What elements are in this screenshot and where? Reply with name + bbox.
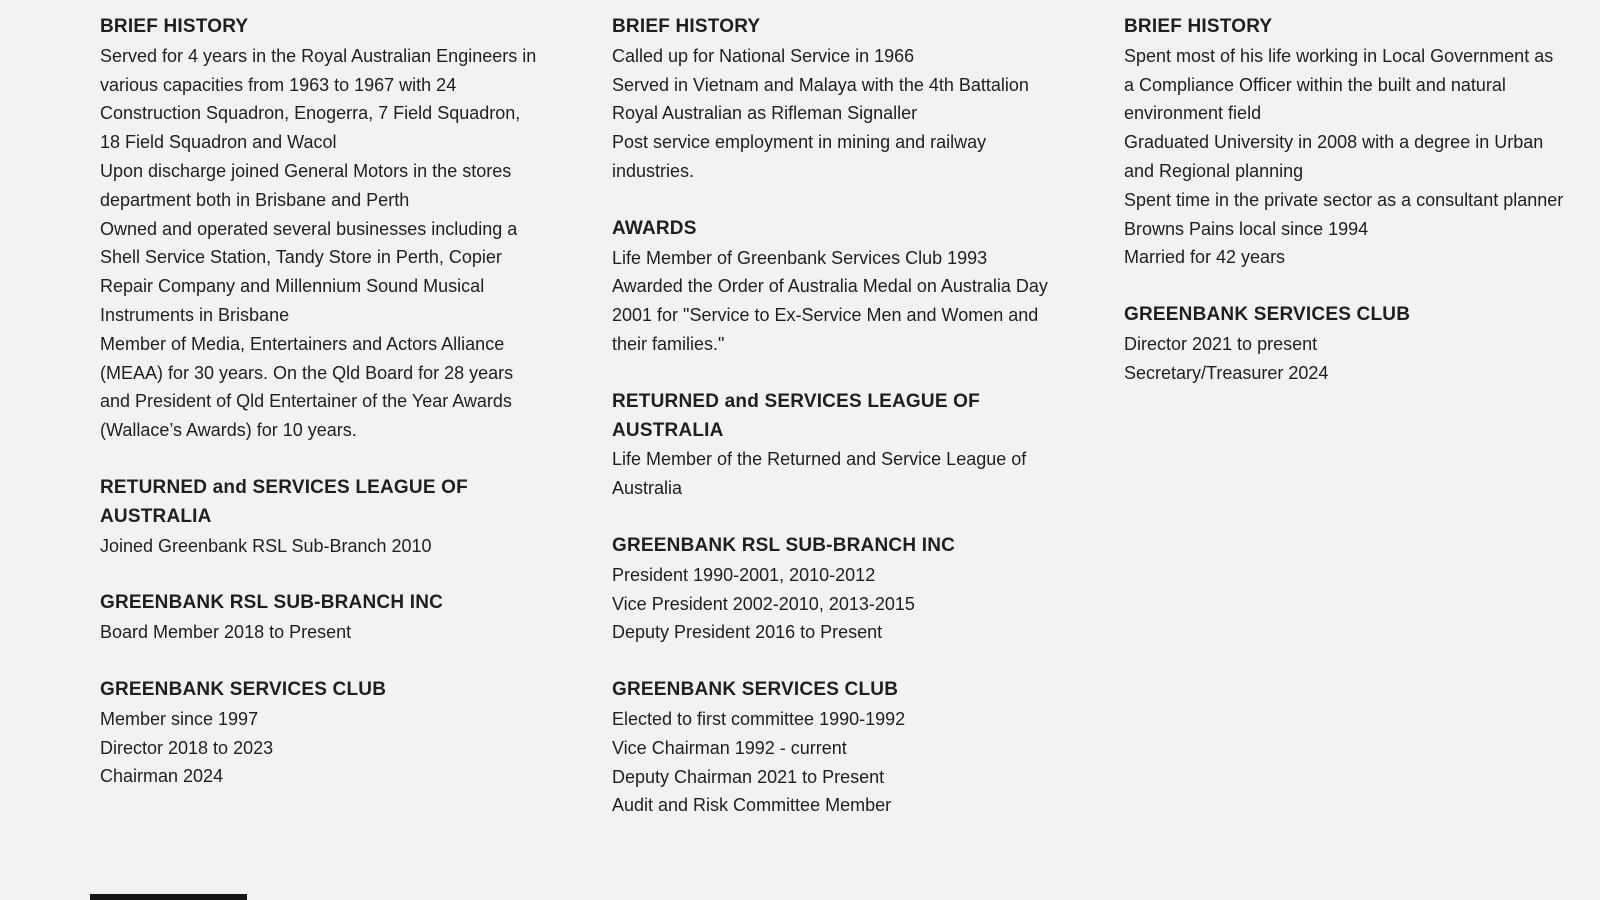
- bio-paragraph: Spent most of his life working in Local Government as a Compliance Officer within the built and natural environment field: [1124, 45, 1554, 124]
- cutoff-dark-bar: [90, 894, 247, 900]
- bio-column-1: [100, 13, 540, 820]
- section-heading: BRIEF HISTORY: [612, 16, 761, 37]
- bio-paragraph: Married for 42 years: [1124, 247, 1286, 268]
- bio-paragraph: Owned and operated several businesses including a Shell Service Station, Tandy Store in Perth, Copier Repair Company and Millennium Sound Musical Instruments in Brisbane: [100, 218, 518, 325]
- section-heading: GREENBANK SERVICES CLUB: [100, 678, 387, 700]
- bio-column-2: [612, 13, 1052, 820]
- section-heading: RETURNED and SERVICES LEAGUE OF AUSTRALIA: [100, 476, 468, 527]
- section-heading: GREENBANK RSL SUB-BRANCH INC: [612, 534, 956, 556]
- bio-paragraph: Graduated University in 2008 with a degree in Urban and Regional planning: [1124, 132, 1544, 181]
- bio-paragraph: Awarded the Order of Australia Medal on Australia Day 2001 for "Service to Ex-Service Men and Women and their families.": [612, 276, 1048, 354]
- bio-section: [100, 589, 540, 647]
- section-heading: GREENBANK RSL SUB-BRANCH INC: [100, 592, 444, 614]
- bio-paragraph: Served in Vietnam and Malaya with the 4th Battalion Royal Australian as Rifleman Signaller: [612, 74, 1029, 124]
- bio-section: [100, 676, 540, 791]
- bio-section: [612, 215, 1052, 359]
- bio-paragraph: Life Member of the Returned and Service League of Australia: [612, 449, 1027, 499]
- bio-paragraph: Browns Pains local since 1994: [1124, 218, 1369, 239]
- section-heading: GREENBANK SERVICES CLUB: [1124, 304, 1411, 326]
- bio-paragraph: Member since 1997: [100, 708, 259, 729]
- bio-paragraph: Vice President 2002-2010, 2013-2015: [612, 593, 915, 614]
- bio-paragraph: Upon discharge joined General Motors in the stores department both in Brisbane and Perth: [100, 160, 512, 210]
- bio-paragraph: Joined Greenbank RSL Sub-Branch 2010: [100, 535, 432, 556]
- bio-paragraph: Spent time in the private sector as a consultant planner: [1124, 189, 1564, 210]
- bio-section: [612, 13, 1052, 186]
- section-heading: AWARDS: [612, 217, 697, 239]
- section-heading: GREENBANK SERVICES CLUB: [612, 679, 899, 701]
- bio-paragraph: Deputy President 2016 to Present: [612, 622, 883, 643]
- bio-section: [612, 532, 1052, 647]
- bio-paragraph: Director 2021 to present: [1124, 333, 1318, 354]
- section-heading: BRIEF HISTORY: [1124, 16, 1273, 37]
- bio-paragraph: Member of Media, Entertainers and Actors Alliance (MEAA) for 30 years. On the Qld Board for 28 years and President of Qld Entertainer of the Year Awards (Wallace’s Awards) for 10 years.: [100, 333, 514, 441]
- bio-section: [612, 676, 1052, 820]
- bio-paragraph: Vice Chairman 1992 - current: [612, 737, 847, 758]
- bio-paragraph: Director 2018 to 2023: [100, 737, 274, 758]
- bio-section: [100, 13, 540, 445]
- bio-paragraph: Audit and Risk Committee Member: [612, 795, 892, 816]
- bio-section: [612, 388, 1052, 503]
- section-heading: BRIEF HISTORY: [100, 16, 249, 37]
- bio-paragraph: Post service employment in mining and railway industries.: [612, 132, 987, 181]
- bio-paragraph: Elected to first committee 1990-1992: [612, 708, 906, 729]
- bio-paragraph: Served for 4 years in the Royal Australian Engineers in various capacities from 1963 to 1967 with 24 Construction Squadron, Enogerra, 7 Field Squadron, 18 Field Squadron and Wacol: [100, 45, 537, 153]
- bio-paragraph: Secretary/Treasurer 2024: [1124, 362, 1329, 383]
- section-heading: RETURNED and SERVICES LEAGUE OF AUSTRALIA: [612, 390, 980, 441]
- bio-section: [1124, 13, 1564, 272]
- bio-paragraph: President 1990-2001, 2010-2012: [612, 564, 876, 585]
- bio-paragraph: Life Member of Greenbank Services Club 1993: [612, 247, 988, 268]
- bio-section: [1124, 301, 1564, 387]
- bio-section: [100, 474, 540, 560]
- bio-column-3: [1124, 13, 1564, 820]
- bio-paragraph: Called up for National Service in 1966: [612, 45, 915, 66]
- bio-paragraph: Board Member 2018 to Present: [100, 622, 352, 643]
- bio-paragraph: Deputy Chairman 2021 to Present: [612, 766, 885, 787]
- bio-paragraph: Chairman 2024: [100, 766, 224, 787]
